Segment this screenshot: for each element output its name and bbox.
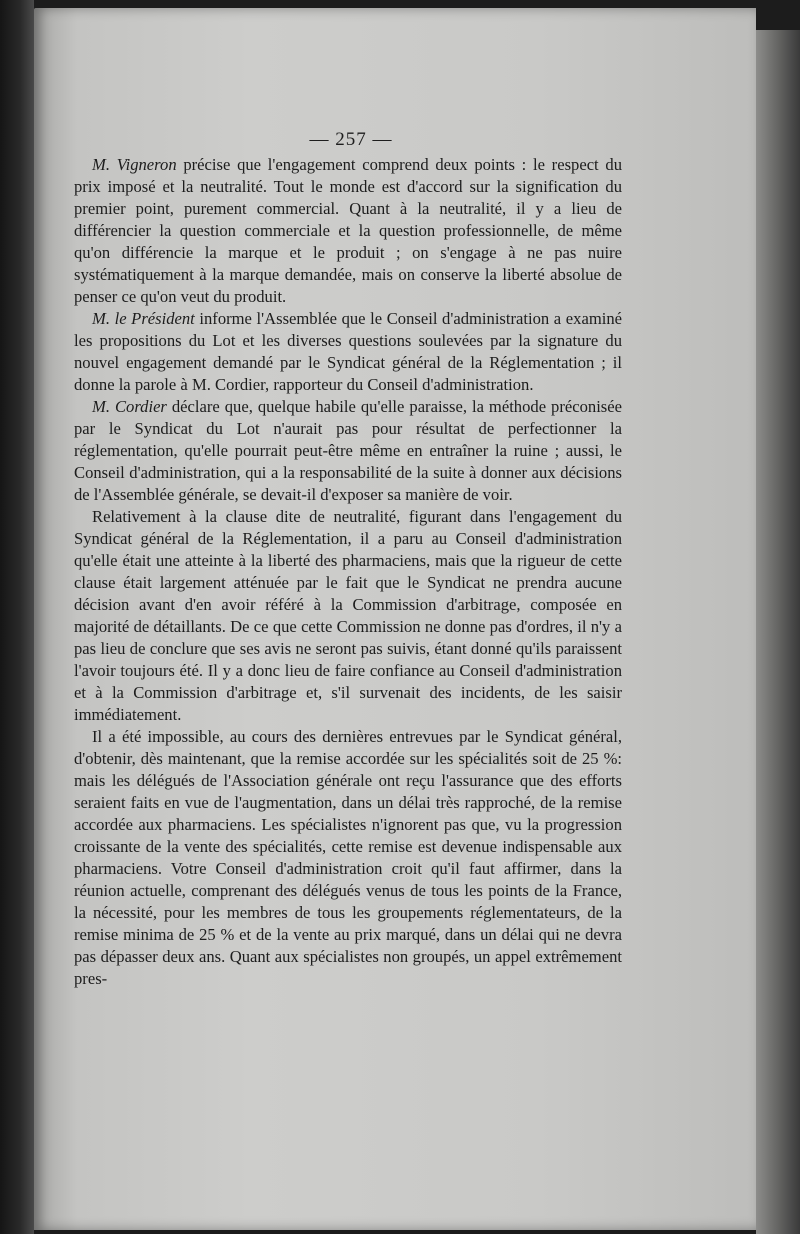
paragraph-president <box>74 308 622 396</box>
speaker-name: M. Cordier <box>92 397 167 416</box>
paragraph-text: déclare que, quelque habile qu'elle paraisse, la méthode préconisée par le Syndicat du Lot n'aurait pas pour résultat de perfectionner la réglementation, qu'elle pourrait peut-être même en entraîner la ruine ; aussi, le Conseil d'administration, qui a la responsabilité de la suite à donner aux décisions de l'Assemblée générale, se devait-il d'exposer sa manière de voir. <box>74 397 622 504</box>
page-number: — 257 — <box>309 129 393 150</box>
paragraph-cordier <box>74 396 622 506</box>
paragraph-text: informe l'Assemblée que le Conseil d'administration a examiné les propositions du Lot et les diverses questions soulevées par la signature du nouvel engagement demandé par le Syndicat général de la Réglementation ; il donne la parole à M. Cordier, rapporteur du Conseil d'administration. <box>74 309 622 394</box>
page-stack-edge <box>756 30 800 1234</box>
speaker-name: M. le Président <box>92 309 195 328</box>
paragraph-neutralite <box>74 506 622 726</box>
page-text-block <box>74 126 622 990</box>
paragraph-remise <box>74 726 622 990</box>
paragraph-text: Il a été impossible, au cours des dernières entrevues par le Syndicat général, d'obtenir, dès maintenant, que la remise accordée sur les spécialités soit de 25 %: mais les délégués de l'Association générale ont reçu l'assurance que des efforts seraient faits en vue de l'augmentation, dans un délai très rapproché, de la remise accordée aux pharmaciens. Les spécialistes n'ignorent pas que, vu la progression croissante de la vente des spécialités, cette remise est devenue indispensable aux pharmaciens. Votre Conseil d'administration croit qu'il faut affirmer, dans la réunion actuelle, comprenant des délégués venus de tous les points de la France, la nécessité, pour les membres de tous les groupements réglementateurs, de la remise minima de 25 % et de la vente au prix marqué, dans un délai qui ne devra pas dépasser deux ans. Quant aux spécialistes non groupés, un appel extrêmement pres- <box>74 727 622 988</box>
paragraph-text: précise que l'engagement comprend deux points : le respect du prix imposé et la neutralité. Tout le monde est d'accord sur la signification du premier point, purement commercial. Quant à la neutralité, il y a lieu de différencier la question commerciale et la question professionnelle, de même qu'on différencie la marque et le produit ; on s'engage à ne pas nuire systématiquement à la marque demandée, mais on conserve la liberté absolue de penser ce qu'on veut du produit. <box>74 155 622 306</box>
speaker-name: M. Vigneron <box>92 155 177 174</box>
paragraph-vigneron <box>74 154 622 308</box>
book-binding-edge <box>0 0 34 1234</box>
paragraph-text: Relativement à la clause dite de neutralité, figurant dans l'engagement du Syndicat général de la Réglementation, il a paru au Conseil d'administration qu'elle était une atteinte à la liberté des pharmaciens, mais que la rigueur de cette clause était largement atténuée par le fait que le Syndicat ne prendra aucune décision avant d'en avoir référé à la Commission d'arbitrage, composée en majorité de détaillants. De ce que cette Commission ne donne pas d'ordres, il n'y a pas lieu de conclure que ses avis ne seront pas suivis, étant donné qu'ils paraissent l'avoir toujours été. Il y a donc lieu de faire confiance au Conseil d'administration et à la Commission d'arbitrage et, s'il survenait des incidents, de les saisir immédiatement. <box>74 507 622 724</box>
